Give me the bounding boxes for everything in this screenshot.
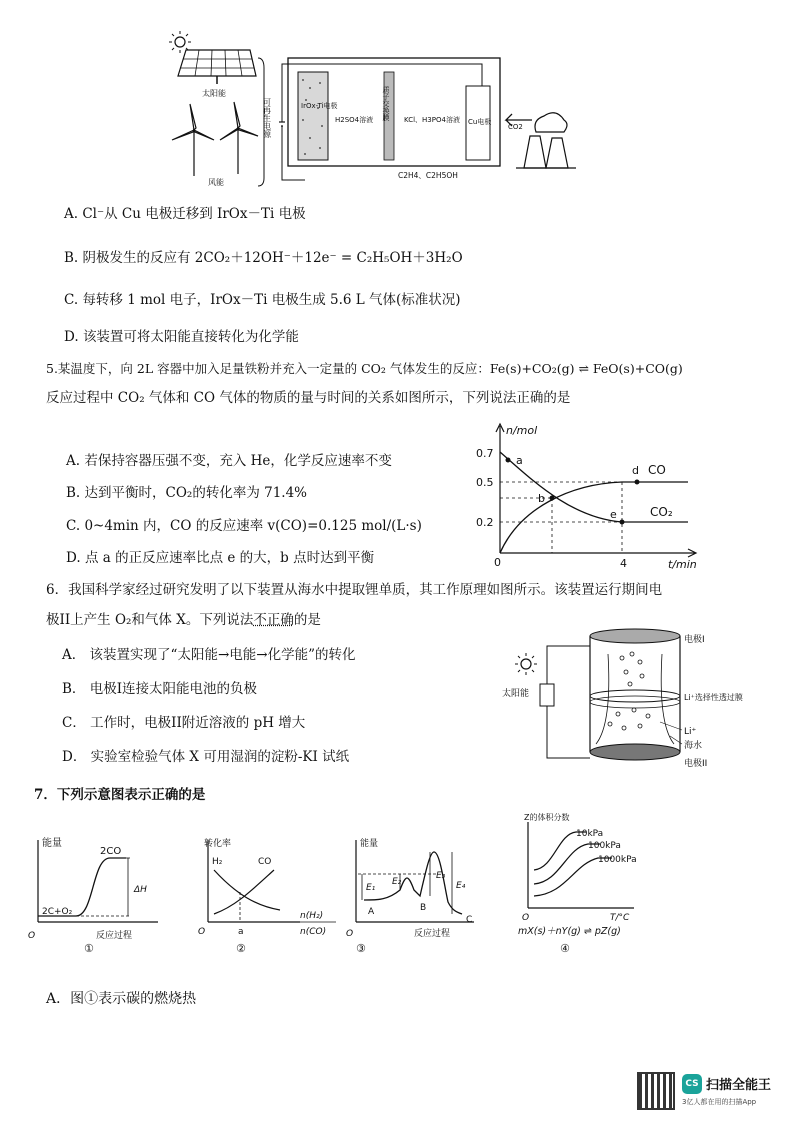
cathode-label: Cu电极 (468, 118, 492, 126)
stem-text: 极II上产生 O₂和气体 X。下列说法 (46, 612, 254, 628)
curve-1000kpa-label: 1000kPa (598, 855, 637, 865)
electrode2-label: 电极II (684, 759, 708, 769)
e1-label: E₁ (366, 883, 376, 893)
q7-option-a: A．图①表示碳的燃烧热 (46, 991, 197, 1007)
electrolysis-figure (160, 28, 590, 193)
x-bottom-label: n(CO) (300, 927, 327, 937)
x-axis-label: 反应过程 (414, 929, 451, 939)
point-a (506, 458, 511, 463)
membrane-label: Li⁺选择性透过膜 (684, 693, 743, 702)
origin-label: O (522, 913, 530, 923)
seawater-label: 海水 (684, 741, 703, 751)
y-tick-0.7: 0.7 (476, 447, 494, 460)
option-text: 若保持容器压强不变，充入 He，化学反应速率不变 (84, 453, 392, 469)
option-text: 实验室检验气体 X 可用湿润的淀粉-KI 试纸 (90, 749, 350, 765)
y-axis-label: n/mol (506, 424, 538, 437)
x-axis-label: t/min (668, 558, 697, 571)
x-tick-4: 4 (620, 557, 627, 570)
q6-stem-line2 (46, 611, 321, 629)
co-label: CO (258, 857, 272, 867)
option-text: Cl⁻从 Cu 电极迁移到 IrOx－Ti 电极 (82, 206, 306, 222)
x-top-label: n(H₂) (300, 911, 324, 921)
q6-stem-line1: 6．我国科学家经过研究发明了以下装置从海水中提取锂单质，其工作原理如图所示。该装置运行期间电 (46, 582, 663, 598)
option-text: 电极I连接太阳能电池的负极 (89, 681, 258, 697)
factory-icon (516, 113, 576, 168)
membrane-label: 质子交换膜 (382, 86, 390, 121)
li-ion-label: Li⁺ (684, 727, 697, 737)
y-tick-0.2: 0.2 (476, 516, 494, 529)
wind-label: 风能 (208, 178, 224, 187)
point-e (620, 520, 625, 525)
origin-label: 0 (494, 556, 501, 569)
q5-option-a (66, 452, 392, 470)
brand-name: 扫描全能王 (706, 1078, 772, 1093)
q4-option-c (64, 291, 461, 309)
point-a-label: A (368, 907, 375, 917)
option-letter: B. (64, 250, 79, 266)
top-label: 2CO (100, 846, 122, 857)
a-label: a (238, 927, 244, 937)
e2-label: E₂ (392, 877, 402, 887)
point-e-label: e (610, 508, 617, 521)
option-text: 该装置可将太阳能直接转化为化学能 (82, 329, 299, 345)
option-text: 每转移 1 mol 电子，IrOx－Ti 电极生成 5.6 L 气体(标准状况) (82, 292, 461, 308)
origin-label: O (28, 931, 36, 941)
option-letter: A. (66, 453, 81, 469)
q5-stem-line1: 5.某温度下，向 2L 容器中加入足量铁粉并充入一定量的 CO₂ 气体发生的反应：Fe(s)+CO₂(g) ⇌ FeO(s)+CO(g) (46, 361, 683, 376)
point-d (635, 480, 640, 485)
q4-option-d (64, 328, 299, 346)
e4-label: E₄ (456, 881, 466, 891)
x-axis-label: T/°C (610, 913, 630, 923)
option-letter: D. (64, 329, 79, 345)
brand-tagline: 3亿人都在用的扫描App (682, 1098, 757, 1106)
option-letter: A． (62, 647, 86, 663)
co2-label: CO2 (508, 123, 523, 131)
solar-label: 太阳能 (202, 89, 226, 98)
series-co-label: CO (648, 463, 666, 477)
q4-option-b (64, 249, 463, 267)
option-letter: C． (62, 715, 86, 731)
point-b-label: B (420, 903, 427, 913)
point-d-label: d (632, 464, 639, 477)
y-tick-0.5: 0.5 (476, 476, 494, 489)
curve-10kpa-label: 10kPa (576, 829, 604, 839)
option-letter: C. (66, 518, 81, 534)
point-a-label: a (516, 454, 523, 467)
option-text: 0~4min 内，CO 的反应速率 v(CO)=0.125 mol/(L·s) (84, 518, 422, 534)
left-solution-label: H2SO4溶液 (335, 116, 374, 124)
option-text: 点 a 的正反应速率比点 e 的大，b 点时达到平衡 (84, 550, 375, 566)
x-axis-label: 反应过程 (96, 931, 133, 941)
bottom-label: 2C+O₂ (42, 907, 73, 917)
option-text: 阴极发生的反应有 2CO₂＋12OH⁻＋12e⁻ = C₂H₅OH＋3H₂O (82, 250, 463, 266)
products-label: C2H4、C2H5OH (398, 171, 458, 180)
q5-option-b (66, 484, 307, 502)
option-text: 工作时，电极II附近溶液的 pH 增大 (90, 715, 306, 731)
y-axis-label: 能量 (42, 838, 62, 849)
option-letter: B． (62, 681, 86, 697)
q7-figure-3 (344, 834, 494, 954)
emphasis-text: 不正确 (253, 612, 294, 628)
option-letter: D. (66, 550, 81, 566)
point-b-label: b (538, 492, 545, 505)
option-letter: A. (64, 206, 79, 222)
q7-stem: 7．下列示意图表示正确的是 (34, 787, 206, 803)
q4-option-a (64, 205, 306, 223)
y-axis-label: Z的体积分数 (524, 813, 570, 822)
option-text: 该装置实现了“太阳能→电能→化学能”的转化 (89, 647, 356, 663)
dh-label: ΔH (134, 885, 147, 895)
lithium-extraction-figure (500, 624, 760, 774)
equation-label: mX(s)＋nY(g) ⇌ pZ(g) (518, 926, 621, 937)
anode-label: IrOx-Ti电极 (301, 102, 338, 110)
e3-label: E₃ (436, 871, 446, 881)
series-co2-label: CO₂ (650, 505, 673, 519)
q6-option-b (62, 680, 257, 698)
caption: ④ (560, 942, 570, 955)
point-c-label: C (466, 915, 473, 925)
qr-code (637, 1072, 675, 1110)
wind-turbine-icon (172, 102, 258, 176)
y-axis-label: 能量 (360, 839, 379, 849)
right-solution-label: KCl、H3PO4溶液 (404, 116, 460, 124)
origin-label: O (346, 929, 354, 939)
q7-figure-2 (196, 834, 346, 954)
option-letter: B. (66, 485, 81, 501)
h2-label: H₂ (212, 857, 223, 867)
q5-option-d (66, 549, 374, 567)
q5-option-c (66, 517, 422, 535)
q5-graph (470, 418, 710, 578)
q6-option-a (62, 646, 355, 664)
caption: ① (84, 942, 94, 954)
cs-logo: CS (682, 1074, 702, 1094)
origin-label: O (198, 927, 206, 937)
stem-text: 的是 (293, 612, 321, 628)
option-letter: C. (64, 292, 79, 308)
option-text: 达到平衡时，CO₂的转化率为 71.4% (84, 485, 308, 501)
sun-icon (515, 653, 537, 675)
renewable-label: 可再生电源 (262, 98, 272, 138)
q5-stem-line2: 反应过程中 CO₂ 气体和 CO 气体的物质的量与时间的关系如图所示，下列说法正确的是 (46, 390, 571, 406)
q7-figure-1 (26, 834, 166, 954)
caption: ③ (356, 942, 366, 954)
q6-option-c (62, 714, 305, 732)
solar-panel-icon (178, 50, 256, 84)
electrode1-label: 电极I (684, 635, 705, 645)
q7-figure-4 (514, 810, 694, 960)
curve-100kpa-label: 100kPa (588, 841, 621, 851)
point-b (550, 496, 555, 501)
y-axis-label: 转化率 (204, 839, 232, 849)
option-letter: D． (62, 749, 87, 765)
solar-label: 太阳能 (502, 689, 530, 699)
q6-option-d (62, 748, 349, 766)
caption: ② (236, 942, 246, 954)
